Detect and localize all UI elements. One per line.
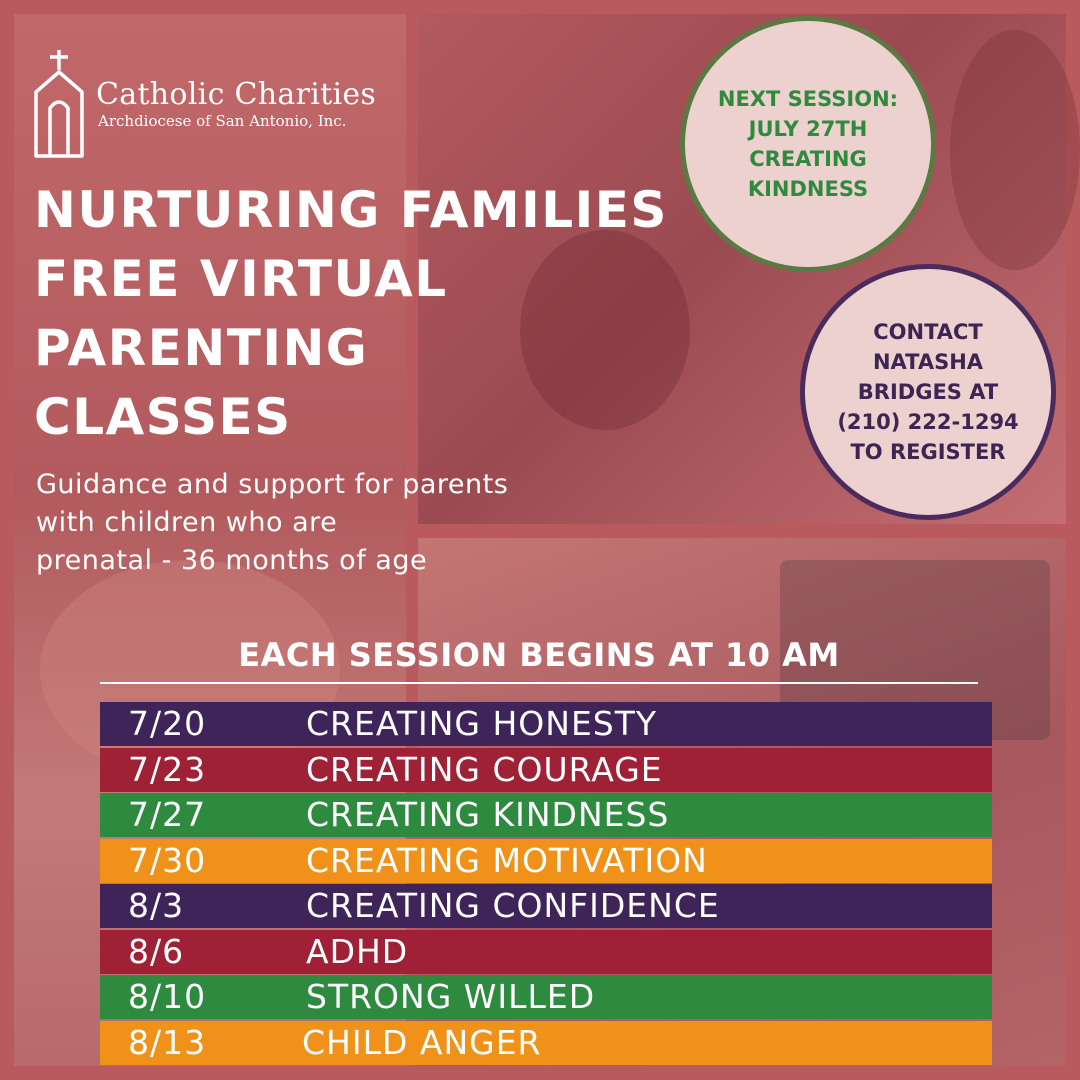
session-row <box>100 702 992 746</box>
contact-line: BRIDGES AT <box>857 380 999 404</box>
headline-line: PARENTING <box>34 319 369 377</box>
session-title: CHILD ANGER <box>302 1022 542 1062</box>
session-date: 7/30 <box>128 840 207 880</box>
session-date: 7/27 <box>128 795 207 834</box>
headline-line: CLASSES <box>34 388 292 446</box>
session-title: CREATING MOTIVATION <box>306 840 708 880</box>
schedule-divider <box>100 682 978 684</box>
next-session-line: KINDNESS <box>747 177 869 201</box>
session-row <box>100 793 992 837</box>
session-date: 8/6 <box>128 931 185 971</box>
session-title: ADHD <box>306 931 409 971</box>
session-row <box>100 975 992 1019</box>
session-title: CREATING COURAGE <box>306 749 663 789</box>
description-line: with children who are <box>36 507 338 538</box>
catholic-charities-logo <box>30 48 376 160</box>
contact-line: TO REGISTER <box>850 440 1006 464</box>
contact-badge <box>800 264 1056 520</box>
session-title: CREATING CONFIDENCE <box>306 886 720 925</box>
cross-church-logo-icon <box>30 48 88 160</box>
org-subtitle: Archdiocese of San Antonio, Inc. <box>98 112 347 130</box>
headline-line: NURTURING FAMILIES <box>34 181 668 239</box>
next-session-badge <box>680 16 936 272</box>
session-title: STRONG WILLED <box>306 977 596 1016</box>
session-title: CREATING HONESTY <box>306 704 658 743</box>
contact-phone: (210) 222-1294 <box>837 410 1019 434</box>
session-row <box>100 884 992 928</box>
session-date: 8/13 <box>128 1022 207 1062</box>
next-session-line: JULY 27TH <box>748 117 868 141</box>
photo-shape-mother <box>950 30 1080 270</box>
org-name: Catholic Charities <box>96 77 377 112</box>
session-date: 7/23 <box>128 749 207 789</box>
contact-line: NATASHA <box>872 350 984 374</box>
headline <box>34 176 714 452</box>
session-title: CREATING KINDNESS <box>306 795 670 834</box>
schedule-heading: EACH SESSION BEGINS AT 10 AM <box>238 636 840 674</box>
next-session-line: CREATING <box>749 147 867 171</box>
session-date: 8/10 <box>128 977 207 1016</box>
logo-text <box>96 78 376 130</box>
description <box>36 466 596 580</box>
session-date: 8/3 <box>128 886 185 925</box>
session-date: 7/20 <box>128 704 207 743</box>
schedule-list <box>100 702 992 1066</box>
session-row <box>100 930 992 974</box>
contact-line: CONTACT <box>873 320 983 344</box>
session-row <box>100 748 992 792</box>
next-session-line: NEXT SESSION: <box>717 87 899 111</box>
headline-line: FREE VIRTUAL <box>34 250 448 308</box>
description-line: Guidance and support for parents <box>36 469 509 500</box>
session-row <box>100 839 992 883</box>
description-line: prenatal - 36 months of age <box>36 545 428 576</box>
session-row <box>100 1021 992 1065</box>
